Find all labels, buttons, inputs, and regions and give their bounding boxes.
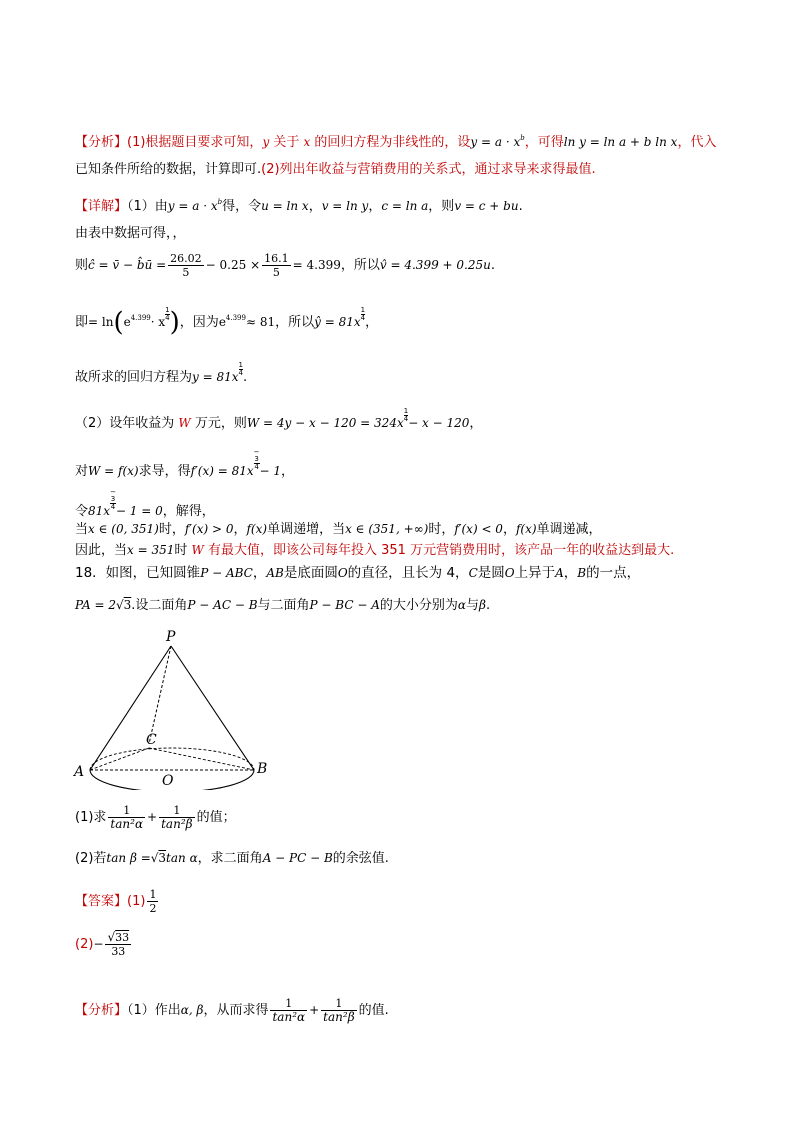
exp-den: 4 [254,463,259,471]
math-derivative: f′(x) = 81x [190,464,254,478]
analysis-label: 【分析】 [75,1003,128,1018]
detail-line-8 [75,489,215,521]
fraction-tan-beta [159,804,194,831]
analysis-line-1 [75,129,716,152]
detail-text: 时， [428,522,455,537]
detail-text: 故所求的回归方程为 [75,370,193,385]
fraction-numerator: 16.1 [264,252,289,265]
sqrt-radicand: 3 [123,598,132,612]
math-ab: AB [266,566,284,580]
analysis-label: 【分析】 [75,135,128,150]
detail-text: 因此，当 [75,543,128,558]
question-text: 的值； [196,810,236,825]
math-result: = 4.399 [292,258,341,272]
math-alpha-beta: α, β [180,1003,204,1017]
math-b: B [577,566,587,580]
fraction-numerator: 1 [108,804,145,818]
answer-label: 【答案】 [75,894,128,909]
sqrt-symbol: √ [115,598,124,612]
detail-text: 单调递减， [536,522,602,537]
math-81x: 81x [88,504,111,518]
analysis-text: 的值. [358,1003,389,1018]
detail-line-1 [75,193,523,216]
detail-text: 令 [75,504,89,519]
answer-part: (1) [127,894,146,909]
math-x: x [303,135,311,149]
math-power-model: y = a · x [167,199,218,213]
math-v: v = ln y [321,199,369,213]
problem-text: 18．如图，已知圆锥 [75,565,201,581]
math-dihedral: P − BC − A [309,598,380,612]
analysis-text: 关于 [269,135,304,150]
analysis-text: （1）作出 [127,1003,181,1018]
exp-den: 4 [110,503,116,511]
detail-text: 即 [75,315,89,330]
detail-text: 对 [75,464,89,479]
detail-text: ，所以 [340,258,380,273]
math-u: u = ln x [261,199,309,213]
fraction-numerator: 1 [149,888,157,901]
fraction-denominator: tan²α [110,817,144,831]
math-dihedral: P − AC − B [187,598,258,612]
problem-text: . [485,598,491,613]
problem-text: 与二面角 [257,598,310,613]
detail-label: 【详解】 [75,199,128,214]
detail-line-2: 由表中数据可得，， [75,226,186,241]
detail-text: ， [281,464,295,479]
analysis-last [75,993,389,1028]
math-term: − 1 [259,464,282,478]
math-e: e [123,315,131,329]
math-exponent: b [520,134,525,142]
label-a: A [74,764,85,780]
problem-text: 的一点， [586,565,641,581]
problem-text: 是圆 [477,565,505,581]
detail-text: ， [308,199,322,214]
math-cone: P − ABC [200,566,253,580]
detail-text: 当 [75,522,89,537]
problem-text: 是底面圆 [283,565,338,581]
chord-ac [90,748,149,770]
detail-text: . [490,258,495,273]
fraction-tan-alpha [108,804,145,831]
answer-fraction-1 [147,888,158,915]
math-approx: ≈ 81 [245,315,276,329]
detail-text: （1）由 [127,199,168,214]
fraction-numerator: 1 [270,997,307,1011]
analysis-text: ，可得 [524,135,564,150]
analysis-line-2 [75,161,596,179]
analysis-text: 的回归方程为非线性的，设 [310,135,471,150]
problem-text: ， [563,565,578,581]
math-derivative-sign: f′(x) > 0 [184,522,234,536]
detail-text: ，则 [428,199,455,214]
math-log-model: ln y = ln a + b ln x [563,135,678,149]
detail-line-10 [75,541,674,560]
math-equation: − 1 = 0 [115,504,163,518]
fraction-denominator: 33 [111,945,126,958]
chord-bc [149,748,254,770]
detail-conclusion: 有最大值，即该公司每年投入 351 万元营销费用时，该产品一年的收益达到最大. [203,543,675,558]
math-interval: x ∈ (351, +∞) [345,522,429,536]
sqrt-symbol: √ [107,930,116,944]
detail-text: ， [368,199,382,214]
exp-num: 3 [254,455,259,463]
detail-text: ，所以 [275,315,315,330]
question-text: (1)求 [75,810,107,825]
detail-text: ， [469,416,483,431]
math-w-fx: W = f(x) [88,464,139,478]
math-linear: v = c + bu [454,199,519,213]
exp-num: 3 [110,495,116,503]
math-minus: − [93,937,104,951]
math-ln: = ln [88,315,114,329]
answer-line-1 [75,888,160,916]
math-w: W [191,543,204,557]
math-exponent: 4.399 [130,314,151,322]
fraction-numerator: 26.02 [170,252,202,265]
exp-num: 1 [238,361,243,369]
question-text: 的余弦值. [332,851,389,866]
detail-line-4 [75,303,378,338]
math-x-351: x = 351 [127,543,175,557]
math-plus: + [147,810,158,824]
exp-sign: − [253,448,260,456]
exp-num: 1 [360,306,366,314]
math-dihedral: A − PC − B [262,851,333,865]
detail-line-9 [75,520,602,539]
math-c: c = ln a [381,199,429,213]
fraction-numerator: 1 [159,804,194,818]
detail-text: 则 [75,258,89,273]
math-o: O [504,566,515,580]
math-exponent: 4.399 [225,314,246,322]
detail-text: 得，令 [222,199,262,214]
math-c: C [468,566,478,580]
fraction-26-02 [168,252,204,279]
answer-fraction-2 [105,931,131,958]
fraction-denominator: 5 [272,266,280,279]
analysis-text: (1)根据题目要求可知， [127,135,263,150]
exp-den: 4 [403,415,409,423]
detail-text: 万元，则 [190,416,247,431]
detail-text: （2）设年收益为 [75,416,179,431]
fraction-denominator: tan²β [323,1010,355,1024]
answer-part: (2) [75,937,94,952]
math-tan-beta: tan β = [106,851,151,865]
fraction-numerator: 1 [321,997,356,1011]
question-2 [75,849,389,868]
sqrt-radicand: 33 [115,931,130,944]
detail-line-7 [75,449,294,481]
detail-text: ，解得， [162,504,215,519]
math-fx: f(x) [515,522,537,536]
base-back-arc [90,748,254,770]
sqrt-symbol: √ [150,851,159,865]
math-term: − 0.25 × [205,258,261,272]
problem-18-line-2 [75,596,490,615]
math-exponent: b [217,198,223,206]
fraction-denominator: tan²α [272,1010,306,1024]
detail-text: . [242,370,248,385]
detail-text: ， [365,315,379,330]
question-text: ，求二面角 [197,851,263,866]
math-e: e [218,315,226,329]
math-fx: f(x) [246,522,268,536]
problem-text: ， [252,565,267,581]
exp-den: 4 [360,314,366,322]
exp-den: 4 [238,369,243,377]
math-plus: + [309,1003,320,1017]
detail-text: ， [502,522,516,537]
answer-line-2 [75,927,133,962]
detail-text: ， [233,522,247,537]
math-a: A [555,566,564,580]
detail-text: ，因为 [179,315,219,330]
math-alpha: α [457,598,466,612]
math-power-model: y = a · x [470,135,521,149]
math-w-expr: W = 4y − x − 120 = 324x [246,416,404,430]
label-p: P [166,629,176,645]
math-derivative-sign: f′(x) < 0 [454,522,503,536]
fraction-denominator: 5 [182,266,190,279]
problem-text: 上异于 [514,565,556,581]
question-1 [75,800,236,835]
fraction-16-1 [262,252,291,279]
math-y: y = 81x [192,370,239,384]
math-w: W [178,416,191,430]
analysis-text: ，从而求得 [203,1003,269,1018]
math-y-hat: ŷ = 81x [314,315,361,329]
math-beta: β [479,598,486,612]
detail-text: 时， [158,522,185,537]
math-term: − x − 120 [408,416,470,430]
math-pa: PA = 2 [75,598,116,612]
left-paren: ( [113,307,124,338]
exp-num: 1 [403,407,409,415]
problem-text: 与 [466,598,480,613]
math-c-hat: ĉ = v̄ − b̂ū = [88,258,167,272]
edge-pc [149,646,171,744]
sqrt-radicand: 3 [158,851,167,865]
exp-num: 1 [165,306,170,314]
analysis-text: ，代入 [677,135,717,150]
exp-den: 4 [165,314,170,322]
math-o: O [337,566,348,580]
detail-text: 求导，得 [138,464,191,479]
problem-text: 的直径，且长为 4， [347,565,469,581]
detail-line-3 [75,250,495,281]
analysis-text: (2)列出年收益与营销费用的关系式，通过求导来求得最值. [261,162,596,177]
math-x-power: · x [150,315,166,329]
fraction-denominator: 2 [149,902,157,915]
problem-text: .设二面角 [131,598,188,613]
detail-text: 时 [174,543,192,558]
fraction-tan-beta [321,997,356,1024]
detail-line-6 [75,408,482,433]
math-v-hat: v̂ = 4.399 + 0.25u [379,258,491,272]
analysis-text: 已知条件所给的数据，计算即可. [75,162,262,177]
label-c: C [146,732,157,748]
math-tan-alpha: tan α [166,851,198,865]
fraction-tan-alpha [270,997,307,1024]
detail-line-5 [75,362,247,387]
math-y: y [262,135,270,149]
detail-text: . [518,199,523,214]
math-interval: x ∈ (0, 351) [88,522,159,536]
exp-sign: − [110,488,116,496]
question-text: (2)若 [75,851,107,866]
edge-pb [171,646,254,770]
fraction-denominator: tan²β [161,817,193,831]
cone-figure [70,625,280,790]
right-paren: ) [169,307,180,338]
label-b: B [257,761,268,777]
problem-text: 的大小分别为 [379,598,458,613]
detail-text: 单调递增，当 [267,522,346,537]
label-o: O [162,773,174,789]
problem-18-line-1 [75,564,640,582]
